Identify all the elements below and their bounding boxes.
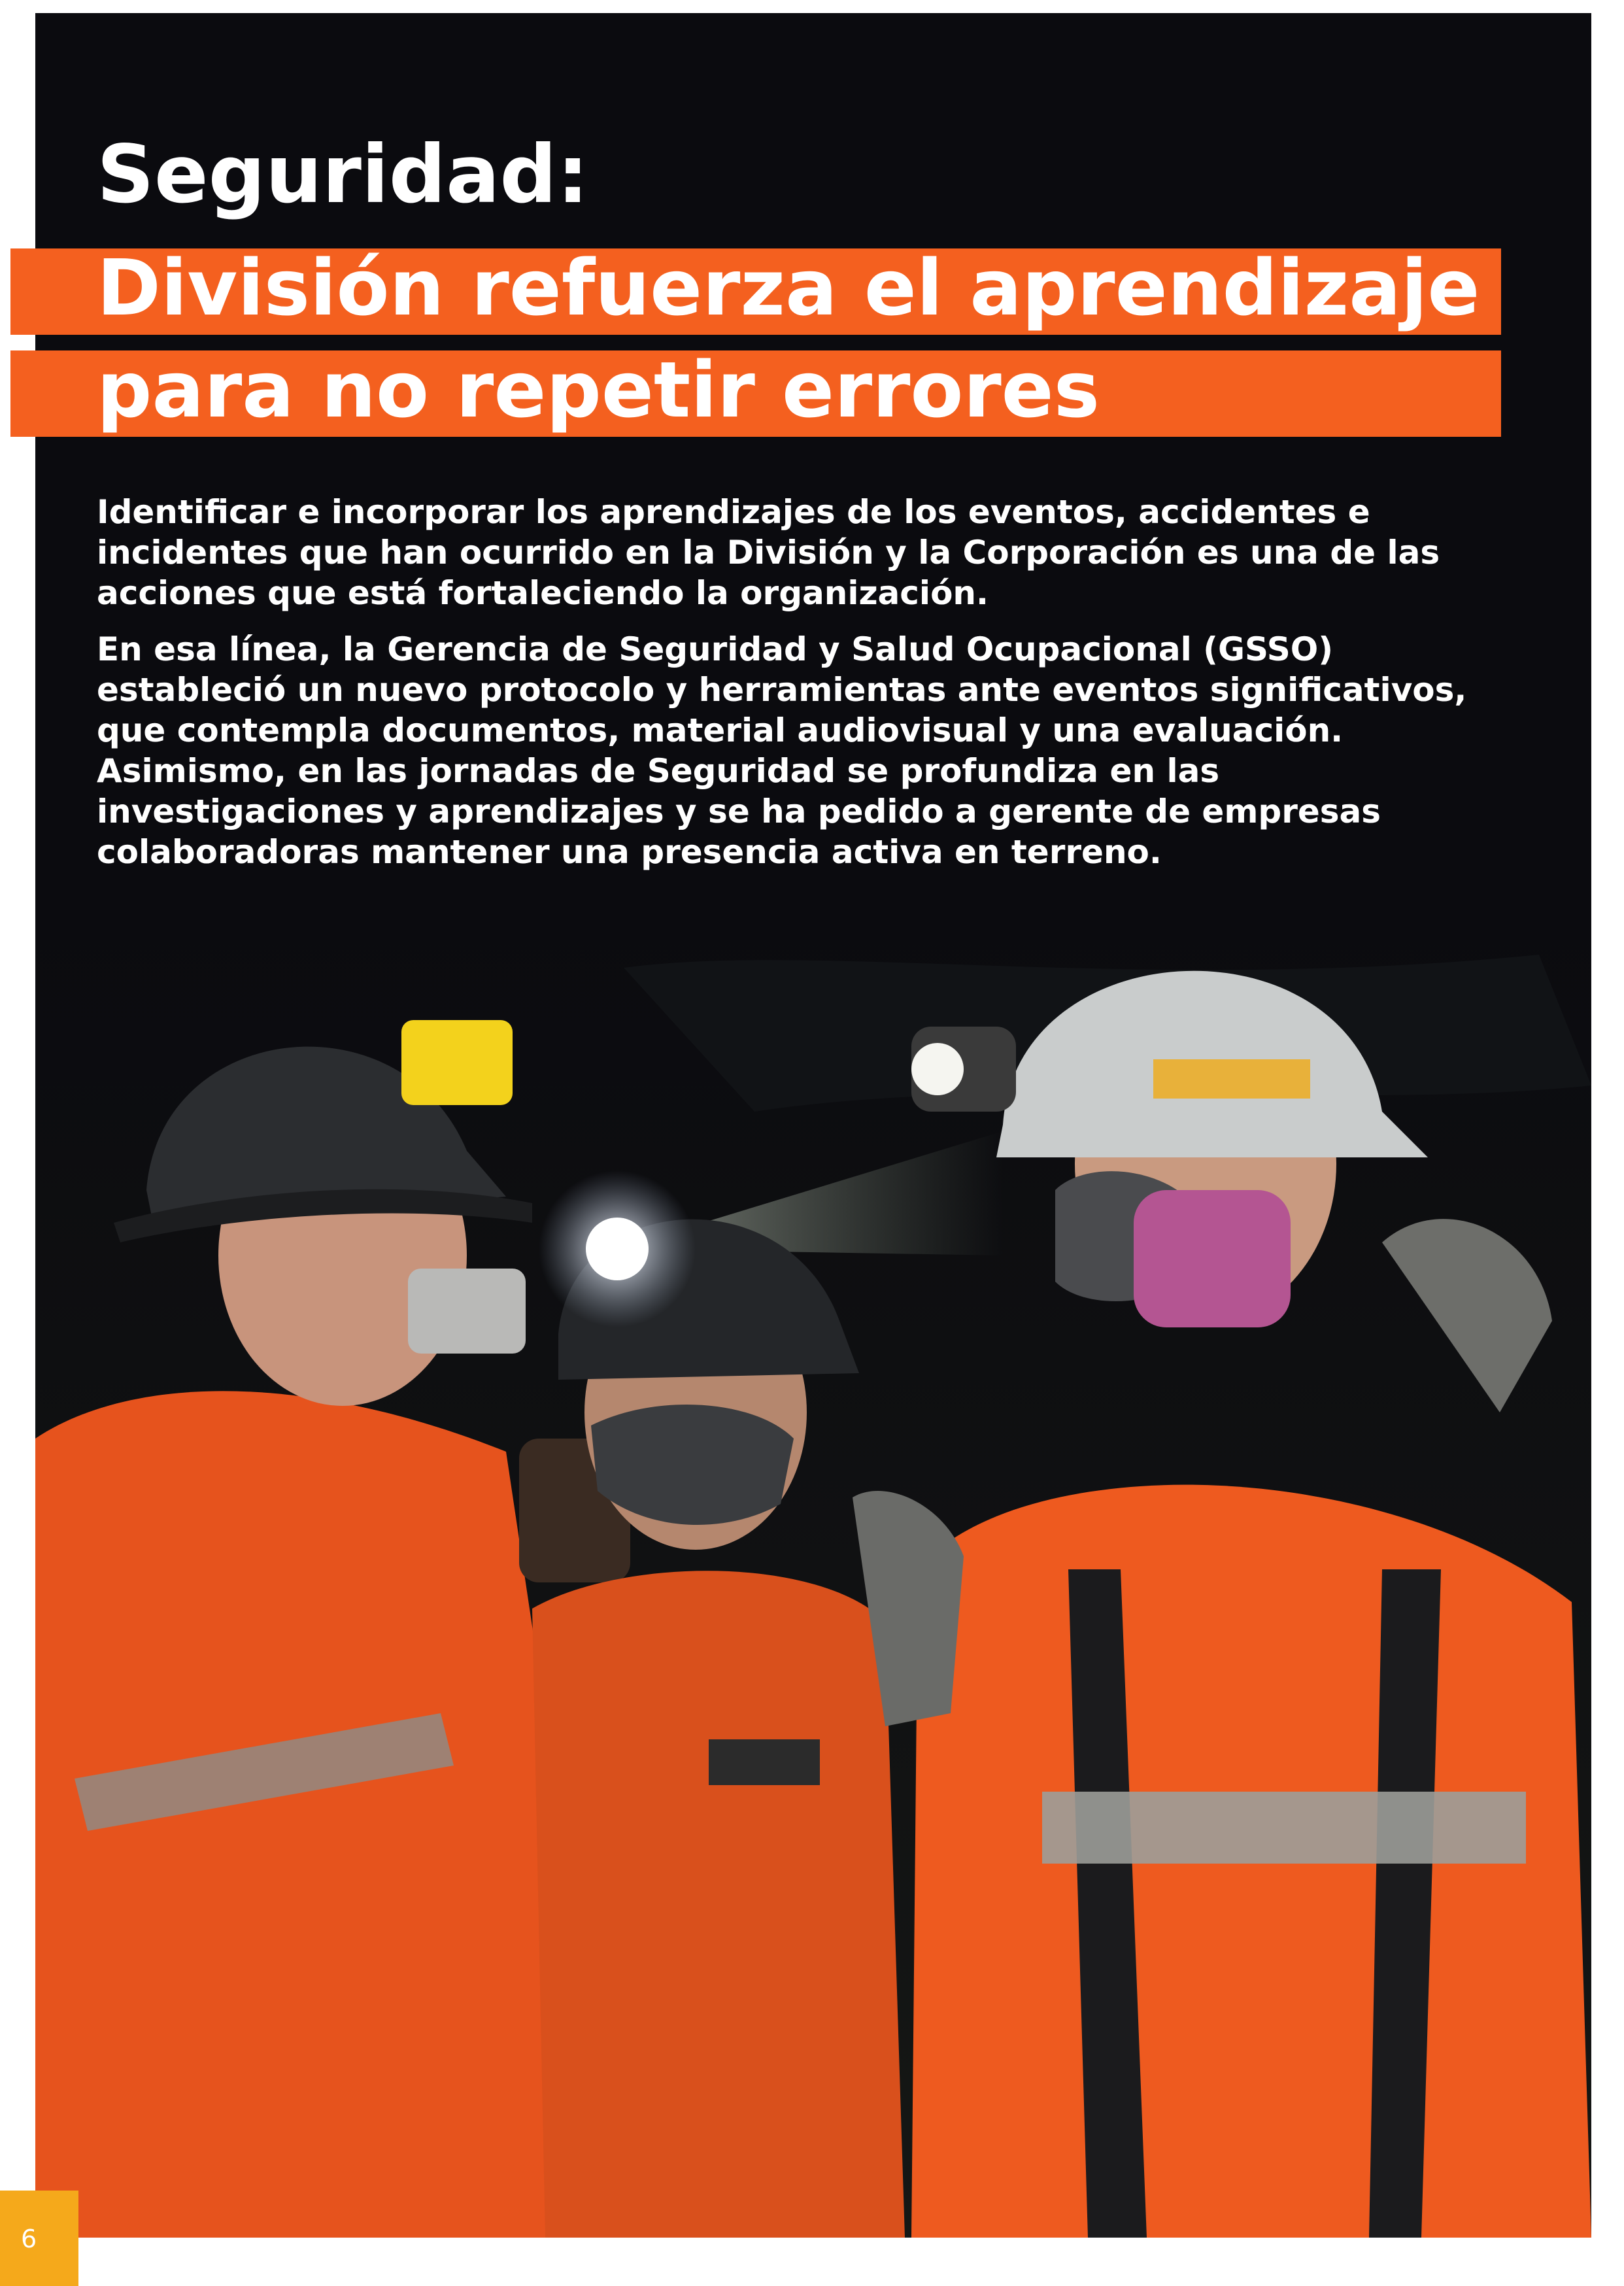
headline-line-1: División refuerza el aprendizaje [97,243,1480,333]
page-number: 6 [21,2225,37,2253]
page-number-badge [0,2191,78,2286]
photo-miners [35,915,1591,2238]
headline-line-2: para no repetir errores [97,345,1100,435]
miners-illustration [35,915,1591,2238]
body-paragraph-2: En esa línea, la Gerencia de Seguridad y Salud Ocupacional (GSSO) estableció un nuevo protocolo y herramientas ante eventos significativos, que contempla documentos, material audiovisual y una evaluación. Asimismo, en las jornadas de Seguridad se profundiza en las investigaciones y aprendizajes y se ha pedido a gerente de empresas colaboradoras mantener una presencia activa en terreno. [97,630,1467,871]
body-paragraph-1: Identificar e incorporar los aprendizajes de los eventos, accidentes e incidentes que han ocurrido en la División y la Corporación es una de las acciones que está fortaleciendo la organización. [97,493,1440,612]
section-kicker: Seguridad: [97,128,589,221]
middle-miner [532,1220,905,2238]
